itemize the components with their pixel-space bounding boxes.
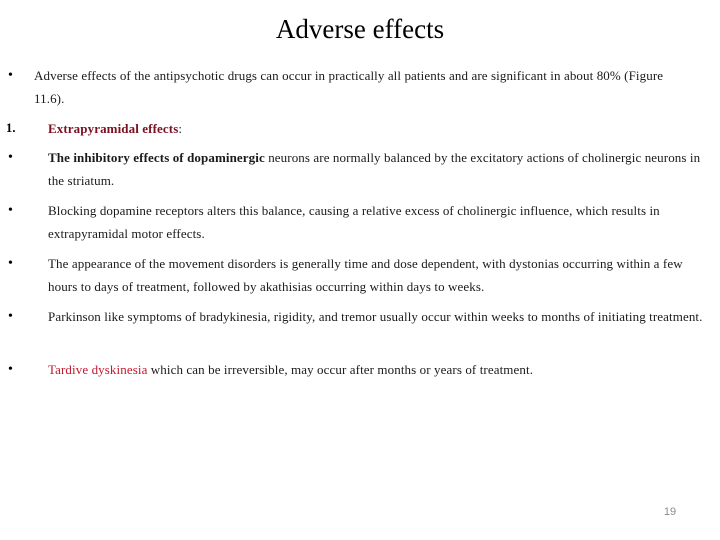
item-bold-lead: The inhibitory effects of dopaminergic — [48, 150, 265, 165]
item-text — [48, 358, 710, 381]
number-marker: 1. — [6, 121, 16, 135]
item-text: Blocking dopamine receptors alters this balance, causing a relative excess of cholinergic influence, which results in extrapyramidal motor effects. — [48, 203, 660, 241]
bullet-marker: • — [8, 309, 14, 324]
page-number: 19 — [663, 506, 677, 518]
item-text: Adverse effects of the antipsychotic drugs can occur in practically all patients and are significant in about 80% (Figure 11.6). — [34, 68, 664, 106]
item-text — [48, 117, 182, 140]
item-heading: Extrapyramidal effects — [48, 121, 179, 136]
item-text: The appearance of the movement disorders is generally time and dose dependent, with dystonias occurring within a few hours to days of treatment, followed by akathisias occurring within days to weeks. — [48, 256, 683, 294]
bullet-marker: • — [8, 68, 14, 83]
bullet-marker: • — [8, 256, 14, 271]
item-text — [48, 146, 710, 192]
item-rest: which can be irreversible, may occur after months or years of treatment. — [147, 362, 534, 377]
slide-title: Adverse effects — [275, 14, 445, 44]
item-suffix: : — [178, 121, 183, 136]
bullet-marker: • — [8, 203, 14, 218]
item-text: Parkinson like symptoms of bradykinesia, rigidity, and tremor usually occur within weeks to months of initiating treatment. — [48, 309, 703, 324]
item-rest: neurons are normally balanced by the excitatory actions of cholinergic neurons in the striatum. — [48, 150, 701, 188]
item-highlight: Tardive dyskinesia — [48, 362, 148, 377]
bullet-marker: • — [8, 362, 14, 377]
bullet-marker: • — [8, 150, 14, 165]
